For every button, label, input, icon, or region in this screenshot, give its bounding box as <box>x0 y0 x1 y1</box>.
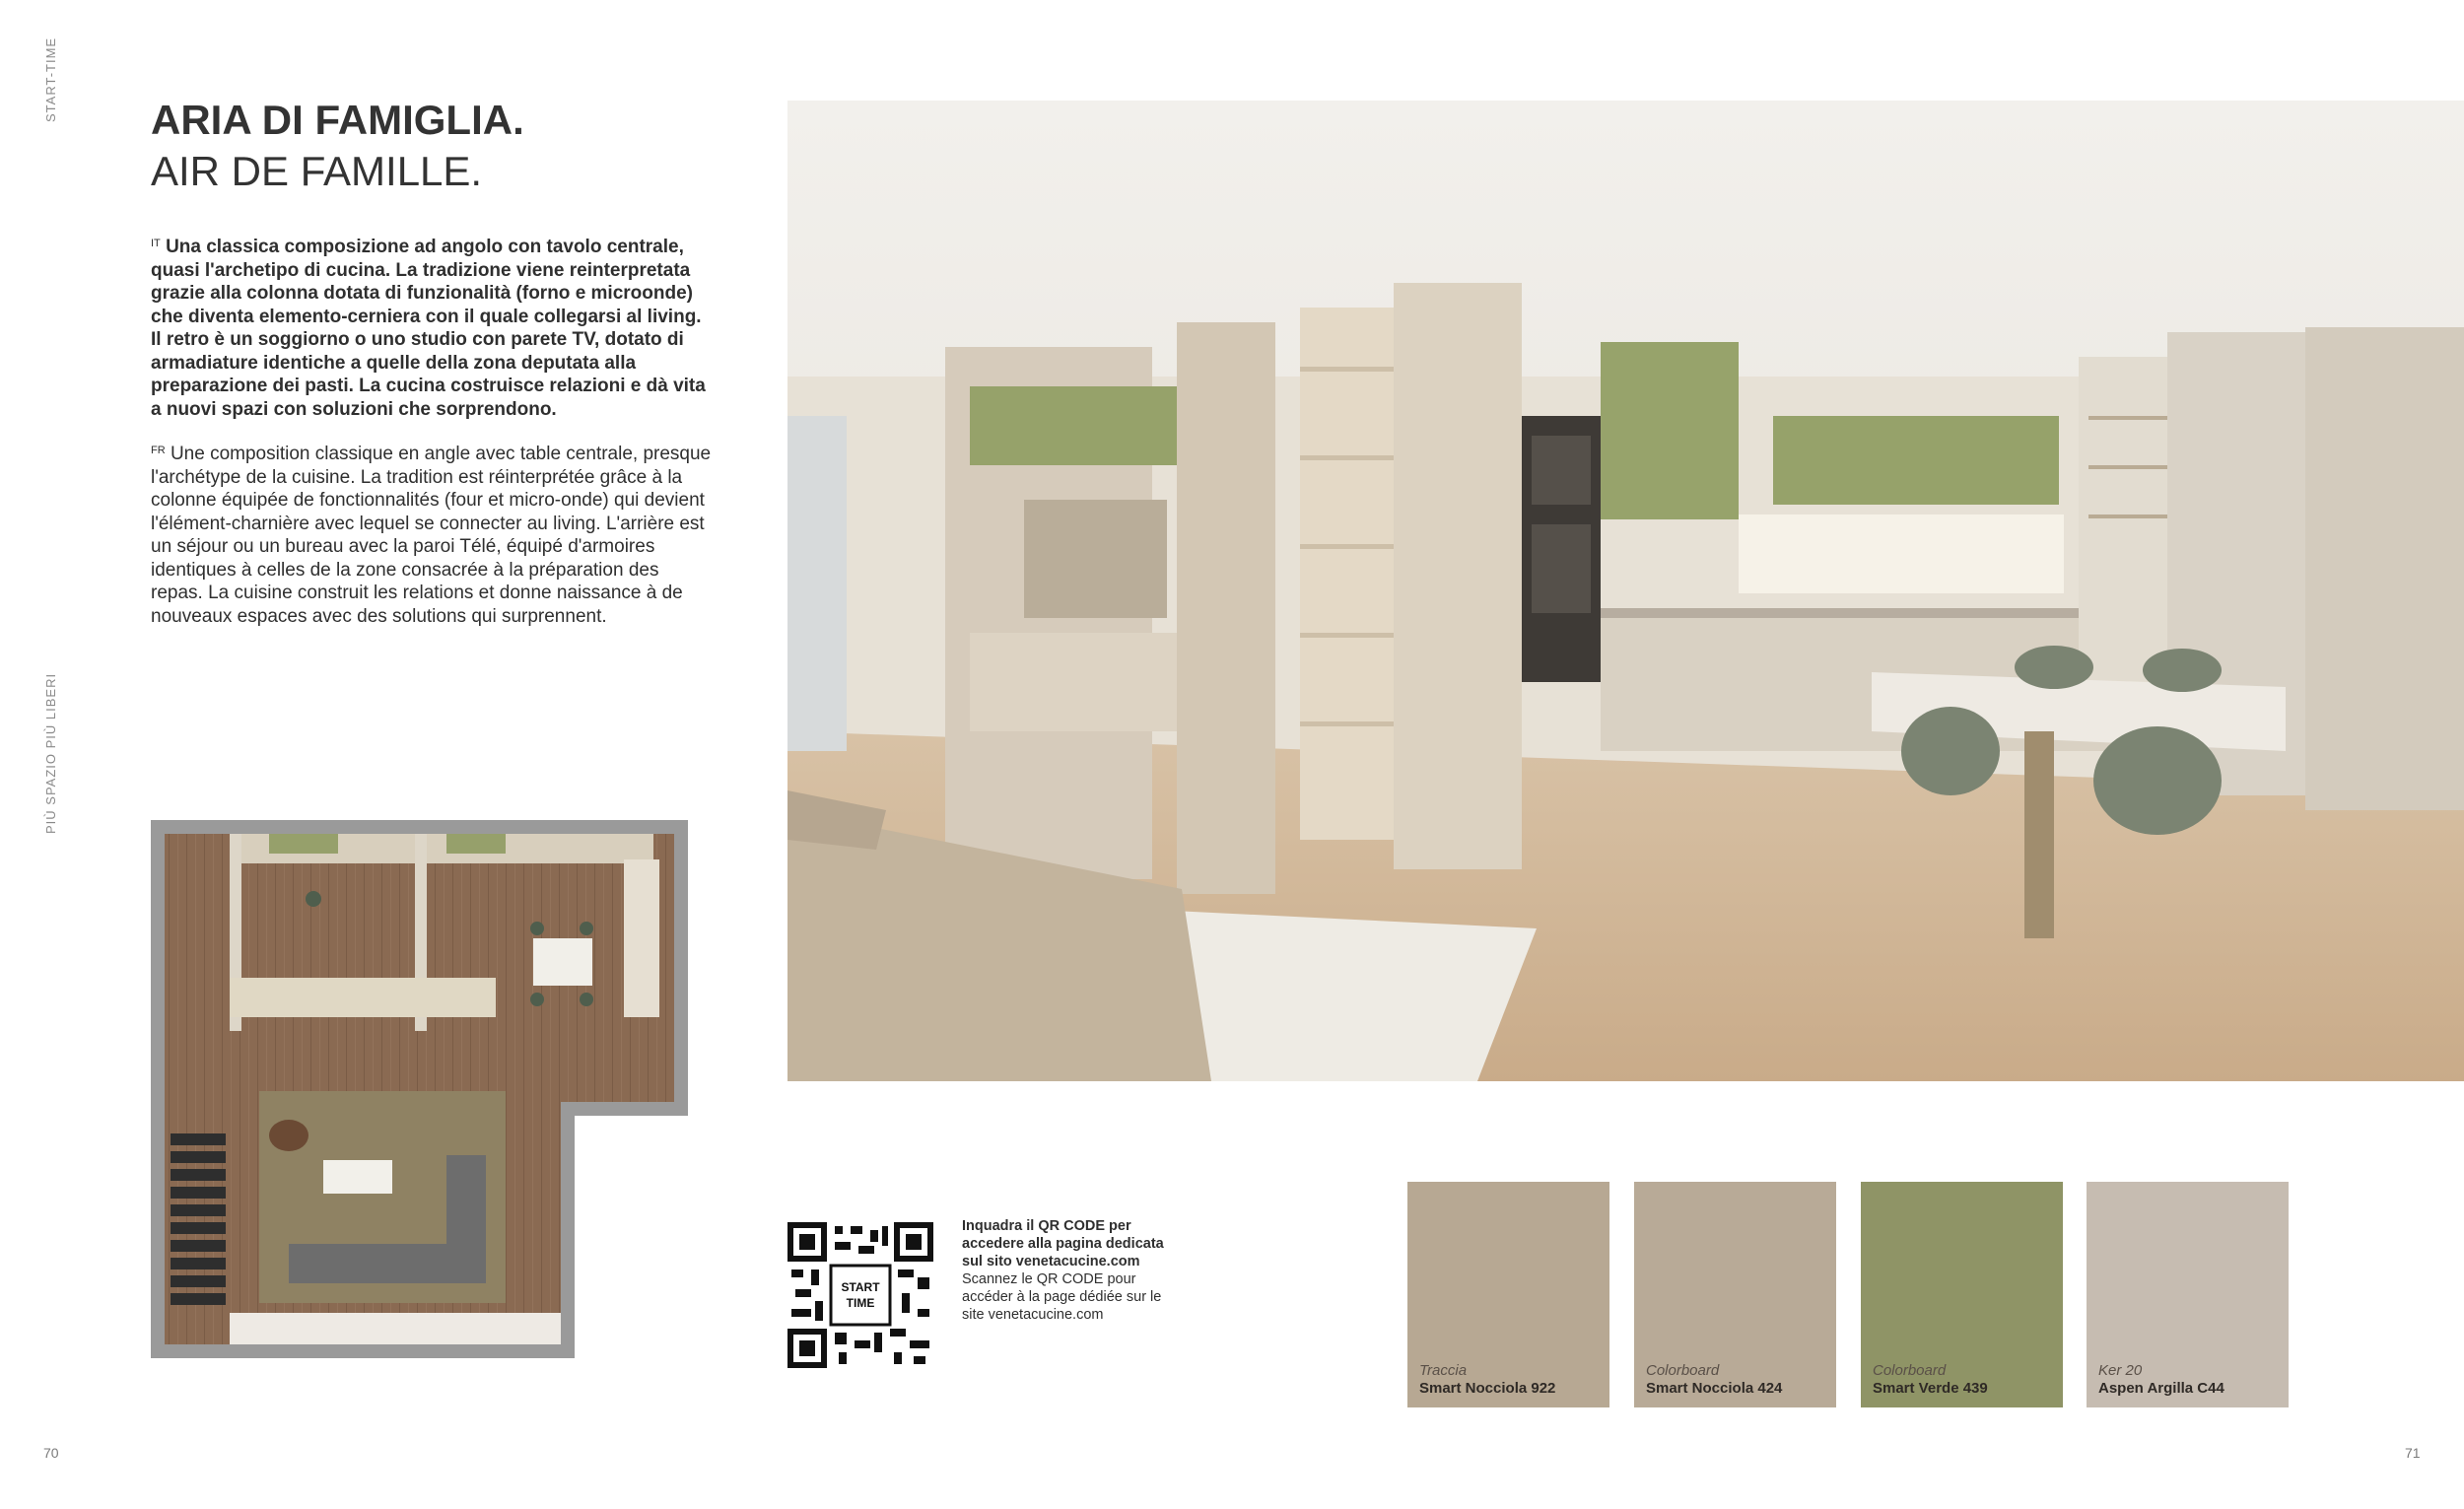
swatch-category: Traccia <box>1419 1362 1468 1379</box>
qr-caption-french: Scannez le QR CODE pour accéder à la page dédiée sur le site venetacucine.com <box>962 1271 1162 1323</box>
swatch-category: Ker 20 <box>2098 1362 2143 1379</box>
qr-badge-line-2: TIME <box>846 1296 875 1310</box>
page-title <box>151 95 703 197</box>
qr-caption <box>962 1217 1169 1324</box>
swatch-3 <box>1861 1182 2063 1407</box>
swatch-name: Smart Nocciola 922 <box>1419 1380 1556 1397</box>
language-marker-it: IT <box>151 238 161 249</box>
qr-code-image <box>787 1222 933 1368</box>
page-number-left: 70 <box>43 1445 59 1461</box>
swatch-1 <box>1407 1182 1609 1407</box>
kitchen-hero-image <box>787 101 2464 1081</box>
title-italian: ARIA DI FAMIGLIA. <box>151 97 524 143</box>
swatch-name: Aspen Argilla C44 <box>2098 1380 2224 1397</box>
floorplan-image <box>151 820 688 1358</box>
paragraph-italian <box>151 233 713 421</box>
qr-badge-line-1: START <box>841 1280 880 1294</box>
language-marker-fr: FR <box>151 445 166 456</box>
swatch-4 <box>2087 1182 2289 1407</box>
swatch-name: Smart Nocciola 424 <box>1646 1380 1783 1397</box>
section-label-top: START-TIME <box>43 36 58 122</box>
swatch-2 <box>1634 1182 1836 1407</box>
swatch-name: Smart Verde 439 <box>1873 1380 1988 1397</box>
swatch-category: Colorboard <box>1646 1362 1720 1379</box>
page-number-right: 71 <box>2405 1445 2421 1461</box>
paragraph-italian-body: Una classica composizione ad angolo con tavolo centrale, quasi l'archetipo di cucina. La tradizione viene reinterpretata grazie alla colonna dotata di funzionalità (forno e microonde) che diventa elemento-cerniera con il quale collegarsi al living. Il retro è un soggiorno o uno studio con parete TV, dotato di armadiature identiche a quelle della zona deputata alla preparazione dei pasti. La cucina costruisce relazioni e dà vita a nuovi spazi con soluzioni che sorprendono. <box>151 237 706 420</box>
qr-caption-italian: Inquadra il QR CODE per accedere alla pagina dedicata sul sito venetacucine.com <box>962 1218 1164 1269</box>
title-french: AIR DE FAMILLE. <box>151 148 483 194</box>
paragraph-french <box>151 440 713 628</box>
section-label-middle: PIÙ SPAZIO PIÙ LIBERI <box>43 672 58 834</box>
swatch-category: Colorboard <box>1873 1362 1947 1379</box>
paragraph-french-body: Une composition classique en angle avec table centrale, presque l'archétype de la cuisine. La tradition est réinterprétée grâce à la colonne équipée de fonctionnalités (four et micro-onde) qui devient l'élément-charnière avec lequel se connecter au living. L'arrière est un séjour ou un bureau avec la paroi Télé, équipé d'armoires identiques à celles de la zone consacrée à la préparation des repas. La cuisine construit les relations et donne naissance à de nouveaux espaces avec des solutions qui surprennent. <box>151 444 712 627</box>
